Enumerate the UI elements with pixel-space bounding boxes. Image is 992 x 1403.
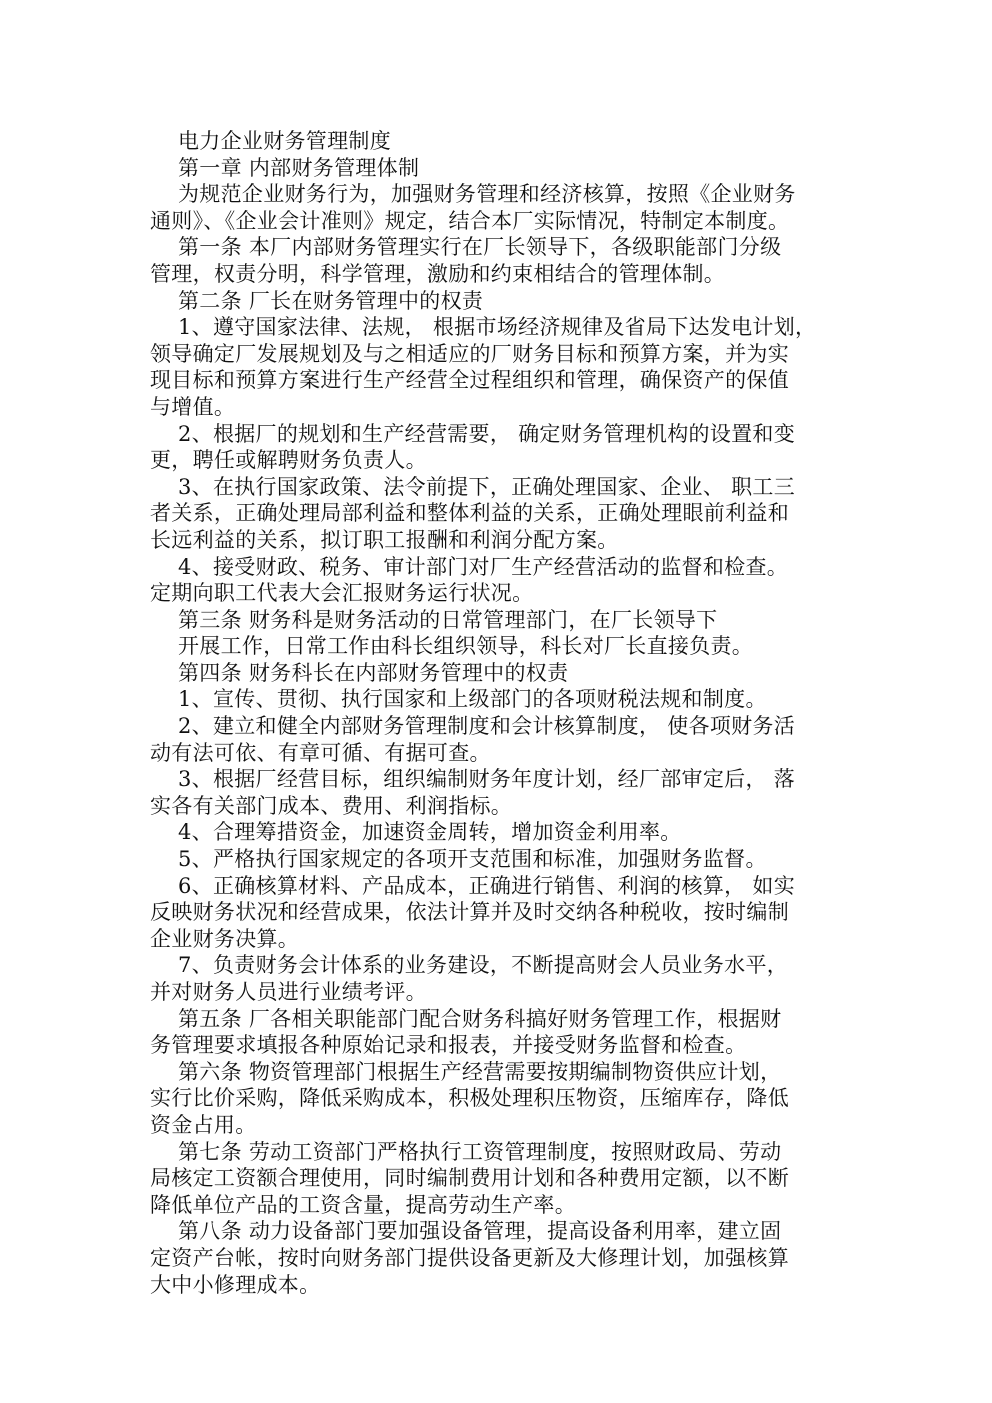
- text-line: 开展工作，日常工作由科长组织领导，科长对厂长直接负责。: [178, 634, 754, 659]
- document-title: 电力企业财务管理制度: [178, 129, 391, 153]
- text-line: 第七条 劳动工资部门严格执行工资管理制度，按照财政局、劳动: [178, 1139, 782, 1164]
- text-line: 3、在执行国家政策、法令前提下，正确处理国家、企业、 职工三: [178, 474, 796, 499]
- text-line: 实各有关部门成本、费用、利润指标。: [150, 793, 513, 818]
- text-line: 现目标和预算方案进行生产经营全过程组织和管理，确保资产的保值: [150, 368, 789, 393]
- text-line: 1、遵守国家法律、法规， 根据市场经济规律及省局下达发电计划，: [178, 315, 817, 340]
- text-line: 定资产台帐，按时向财务部门提供设备更新及大修理计划，加强核算: [150, 1245, 789, 1270]
- text-line: 为规范企业财务行为，加强财务管理和经济核算，按照《企业财务: [178, 182, 796, 207]
- text-line: 4、接受财政、税务、审计部门对厂生产经营活动的监督和检查。: [178, 554, 789, 579]
- text-line: 3、根据厂经营目标，组织编制财务年度计划，经厂部审定后， 落: [178, 767, 796, 792]
- text-line: 第五条 厂各相关职能部门配合财务科搞好财务管理工作，根据财: [178, 1006, 782, 1031]
- text-line: 动有法可依、有章可循、有据可查。: [150, 740, 491, 765]
- text-line: 务管理要求填报各种原始记录和报表，并接受财务监督和检查。: [150, 1033, 747, 1058]
- text-line: 通则》、《企业会计准则》规定，结合本厂实际情况，特制定本制度。: [150, 208, 790, 233]
- text-line: 长远利益的关系，拟订职工报酬和利润分配方案。: [150, 527, 619, 552]
- text-line: 第六条 物资管理部门根据生产经营需要按期编制物资供应计划，: [178, 1059, 782, 1084]
- text-line: 第三条 财务科是财务活动的日常管理部门，在厂长领导下: [178, 607, 718, 632]
- text-line: 第二条 厂长在财务管理中的权责: [178, 288, 484, 313]
- text-line: 反映财务状况和经营成果，依法计算并及时交纳各种税收，按时编制: [150, 900, 789, 925]
- text-line: 5、严格执行国家规定的各项开支范围和标准，加强财务监督。: [178, 847, 767, 872]
- text-line: 者关系，正确处理局部利益和整体利益的关系，正确处理眼前利益和: [150, 501, 789, 526]
- text-line: 与增值。: [150, 394, 236, 419]
- text-line: 降低单位产品的工资含量，提高劳动生产率。: [150, 1192, 576, 1217]
- text-line: 2、建立和健全内部财务管理制度和会计核算制度， 使各项财务活: [178, 714, 796, 739]
- text-line: 实行比价采购，降低采购成本，积极处理积压物资，压缩库存，降低: [150, 1086, 789, 1111]
- text-line: 企业财务决算。: [150, 926, 300, 951]
- text-line: 2、根据厂的规划和生产经营需要， 确定财务管理机构的设置和变: [178, 421, 796, 446]
- text-line: 管理，权责分明，科学管理，激励和约束相结合的管理体制。: [150, 261, 726, 286]
- text-line: 第四条 财务科长在内部财务管理中的权责: [178, 660, 569, 685]
- text-line: 1、宣传、贯彻、执行国家和上级部门的各项财税法规和制度。: [178, 687, 767, 712]
- text-line: 更，聘任或解聘财务负责人。: [150, 448, 427, 473]
- text-line: 局核定工资额合理使用，同时编制费用计划和各种费用定额，以不断: [150, 1166, 789, 1191]
- text-line: 第一章 内部财务管理体制: [178, 155, 420, 180]
- text-line: 7、负责财务会计体系的业务建设，不断提高财会人员业务水平，: [178, 953, 789, 978]
- text-line: 并对财务人员进行业绩考评。: [150, 980, 427, 1004]
- text-line: 6、正确核算材料、产品成本，正确进行销售、利润的核算， 如实: [178, 873, 796, 898]
- document-body: [150, 128, 840, 1298]
- text-line: 大中小修理成本。: [150, 1272, 321, 1297]
- text-line: 资金占用。: [150, 1112, 257, 1137]
- text-line: 定期向职工代表大会汇报财务运行状况。: [150, 581, 534, 606]
- text-line: 第一条 本厂内部财务管理实行在厂长领导下，各级职能部门分级: [178, 235, 782, 260]
- text-line: 第八条 动力设备部门要加强设备管理，提高设备利用率，建立固: [178, 1219, 782, 1244]
- text-line: 领导确定厂发展规划及与之相适应的厂财务目标和预算方案，并为实: [150, 341, 789, 366]
- text-line: 4、合理筹措资金，加速资金周转，增加资金利用率。: [178, 820, 682, 845]
